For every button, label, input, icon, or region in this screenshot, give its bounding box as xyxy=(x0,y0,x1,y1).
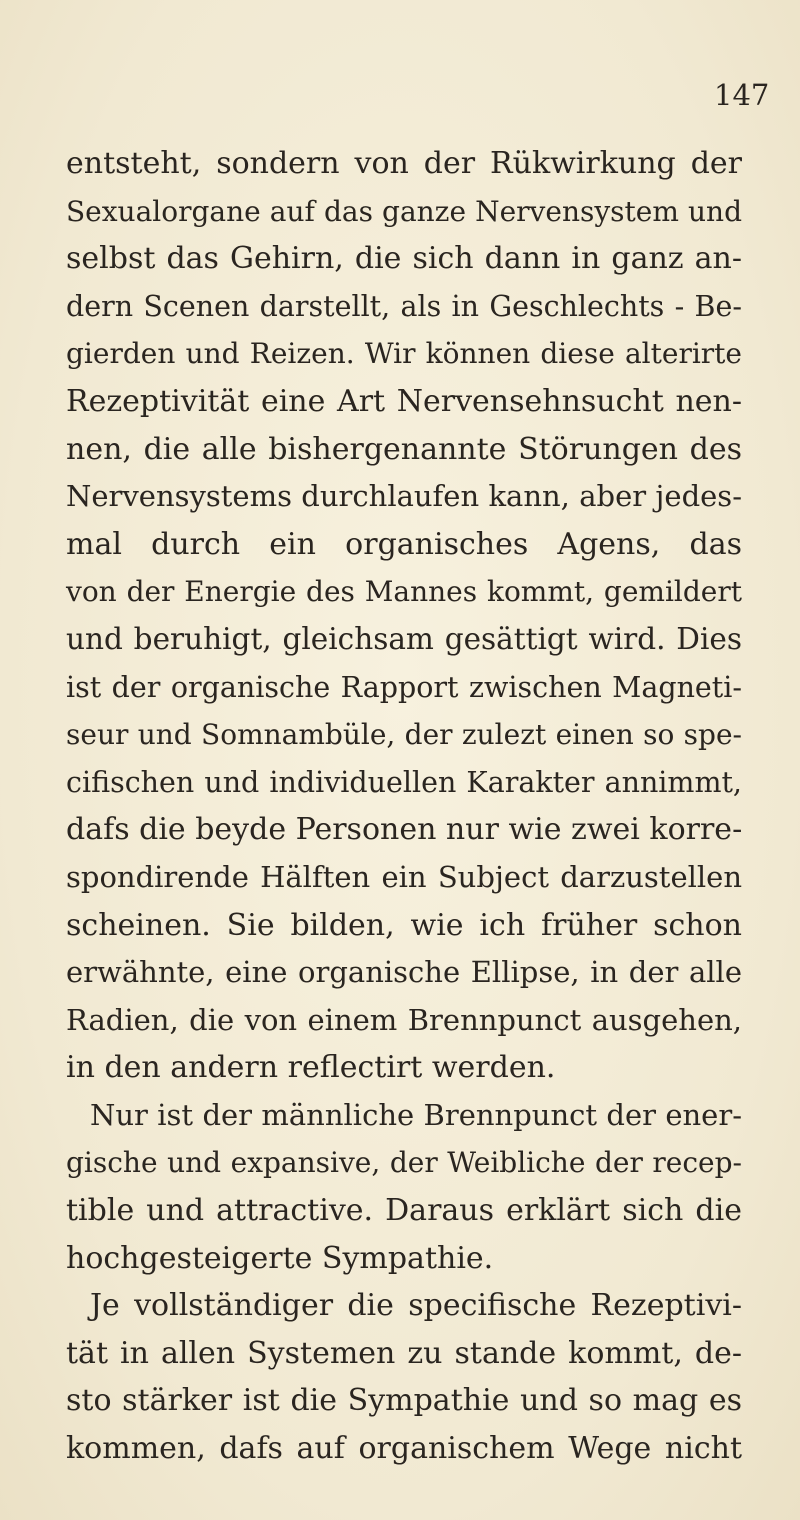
text-line: gierden und Reizen. Wir können diese alterirte xyxy=(66,337,742,371)
text-line: gische und expansive, der Weibliche der recep- xyxy=(66,1146,742,1180)
text-line: cifischen und individuellen Karakter annimmt, xyxy=(66,765,742,799)
text-line: hochgesteigerte Sympathie. xyxy=(66,1240,494,1276)
text-line: erwähnte, eine organische Ellipse, in der alle xyxy=(66,955,742,990)
text-line: Je vollständiger die specifische Rezeptivi- xyxy=(90,1288,742,1324)
text-line: dafs die beyde Personen nur wie zwei korre- xyxy=(66,812,743,848)
text-line: Sexualorgane auf das ganze Nervensystem und xyxy=(66,194,742,228)
text-line: von der Energie des Mannes kommt, gemildert xyxy=(66,575,742,609)
text-line: Nur ist der männliche Brennpunct der ener- xyxy=(90,1097,742,1132)
text-line: kommen, dafs auf organischem Wege nicht xyxy=(66,1431,742,1467)
text-line: spondirende Hälften ein Subject darzustellen xyxy=(66,859,742,894)
text-line: Rezeptivität eine Art Nervensehnsucht nen- xyxy=(66,383,742,419)
text-line: sto stärker ist die Sympathie und so mag es xyxy=(66,1383,742,1419)
text-line: entsteht, sondern von der Rükwirkung der xyxy=(66,146,742,181)
body-text xyxy=(66,140,742,1473)
text-line: tible und attractive. Daraus erklärt sich die xyxy=(66,1193,742,1229)
page-number: 147 xyxy=(714,78,770,112)
text-line: seur und Somnambüle, der zulezt einen so spe- xyxy=(66,718,742,752)
text-line: tät in allen Systemen zu stande kommt, de- xyxy=(66,1335,742,1371)
text-line: Nervensystems durchlaufen kann, aber jedes- xyxy=(66,479,742,514)
text-line: mal durch ein organisches Agens, das xyxy=(66,526,742,562)
text-line: und beruhigt, gleichsam gesättigt wird. Dies xyxy=(66,621,742,656)
text-line: ist der organische Rapport zwischen Magneti- xyxy=(66,670,742,704)
text-line: in den andern reflectirt werden. xyxy=(66,1050,556,1086)
text-line: scheinen. Sie bilden, wie ich früher schon xyxy=(66,907,742,943)
text-line: nen, die alle bishergenannte Störungen des xyxy=(66,431,742,467)
text-line: selbst das Gehirn, die sich dann in ganz an- xyxy=(66,241,742,277)
text-line: Radien, die von einem Brennpunct ausgehen, xyxy=(66,1002,742,1037)
text-line: dern Scenen darstellt, als in Geschlechts - Be- xyxy=(66,289,742,323)
